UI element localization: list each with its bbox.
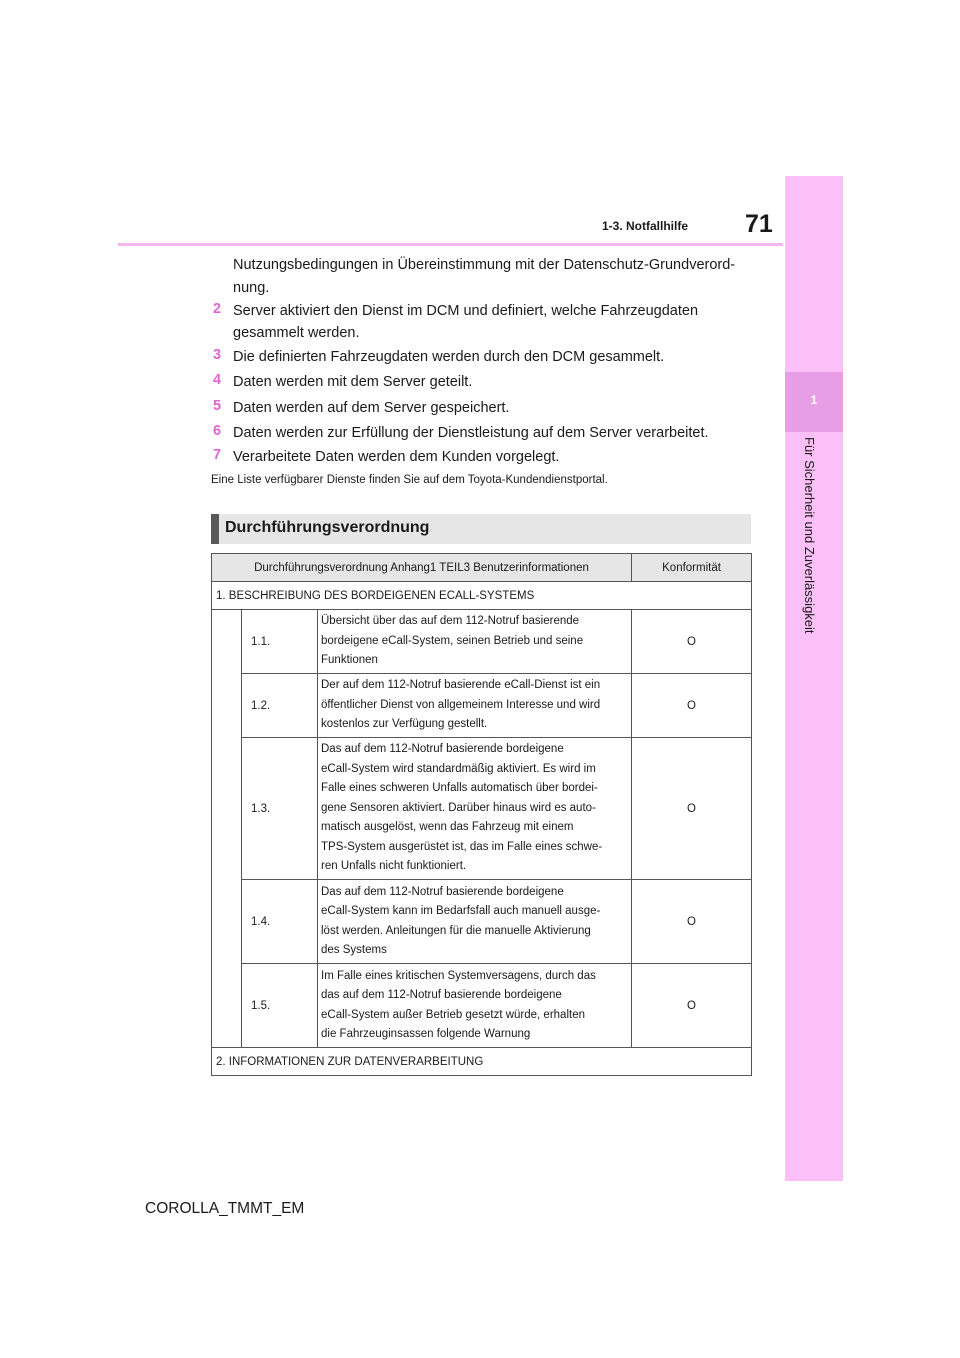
step-number: 6: [213, 423, 222, 439]
desc-line: eCall-System außer Betrieb gesetzt würde, erhalten: [321, 1008, 585, 1021]
desc-line: die Fahrzeuginsassen folgende Warnung: [321, 1028, 531, 1040]
desc-line: Funktionen: [321, 654, 378, 667]
desc-line: Im Falle eines kritischen Systemversagens, durch das: [321, 969, 596, 982]
desc-line: Das auf dem 112-Notruf basierende bordeigene: [321, 743, 564, 756]
step-text: Daten werden zur Erfüllung der Dienstleistung auf dem Server verarbeitet.: [233, 425, 709, 441]
desc-line: Übersicht über das auf dem 112-Notruf basierende: [321, 615, 580, 628]
desc-line: Das auf dem 112-Notruf basierende bordeigene: [321, 885, 564, 898]
section-row: 1. BESCHREIBUNG DES BORDEIGENEN ECALL-SYSTEMS: [212, 582, 752, 610]
desc-line: bordeigene eCall-System, seinen Betrieb und seine: [321, 634, 584, 647]
indent-cell: [212, 610, 242, 1048]
header-rule: [118, 243, 783, 246]
desc-line: des Systems: [321, 944, 387, 956]
step-text: Daten werden mit dem Server geteilt.: [233, 374, 473, 390]
desc-line: TPS-System ausgerüstet ist, das im Falle eines schwe-: [321, 840, 603, 853]
desc-line: Falle eines schweren Unfalls automatisch über bordei-: [321, 782, 598, 795]
table-row: [212, 964, 752, 1048]
item-description: [318, 674, 632, 738]
table-row: [212, 1048, 752, 1076]
step-number: 5: [213, 398, 222, 414]
conformity-value: O: [632, 610, 752, 674]
item-number: 1.4.: [242, 880, 318, 964]
step-number: 3: [213, 347, 222, 363]
desc-line: eCall-System kann im Bedarfsfall auch manuell ausge-: [321, 905, 601, 917]
step-number: 4: [213, 372, 222, 388]
section-heading: [211, 514, 751, 544]
desc-line: das auf dem 112-Notruf basierende bordeigene: [321, 989, 562, 1001]
item-number: 1.1.: [242, 610, 318, 674]
step-number: 2: [213, 301, 222, 317]
conformity-value: O: [632, 738, 752, 880]
item-number: 1.5.: [242, 964, 318, 1048]
table-row: [212, 610, 752, 674]
desc-line: ren Unfalls nicht funktioniert.: [321, 860, 467, 873]
item-description: [318, 964, 632, 1048]
header-conformity: Konformität: [632, 554, 752, 582]
item-number: 1.3.: [242, 738, 318, 880]
header-regulation: Durchführungsverordnung Anhang1 TEIL3 Benutzerinformationen: [212, 554, 632, 582]
step-text: Daten werden auf dem Server gespeichert.: [233, 400, 510, 416]
table-header-row: [212, 554, 752, 582]
step-text: Server aktiviert den Dienst im DCM und definiert, welche Fahrzeugdaten: [233, 303, 699, 319]
step-text: gesammelt werden.: [233, 325, 360, 341]
chapter-tab-number: 1: [810, 393, 818, 407]
side-band: [785, 176, 843, 1181]
table-row: [212, 674, 752, 738]
section-label: 1-3. Notfallhilfe: [602, 219, 689, 233]
table-row: [212, 738, 752, 880]
conformity-value: O: [632, 674, 752, 738]
desc-line: kostenlos zur Verfügung gestellt.: [321, 718, 488, 731]
desc-line: öffentlicher Dienst von allgemeinem Interesse und wird: [321, 698, 601, 711]
regulation-table: [211, 553, 752, 1076]
item-description: [318, 738, 632, 880]
desc-line: eCall-System wird standardmäßig aktiviert. Es wird im: [321, 762, 596, 775]
section-heading-text: Durchführungsverordnung: [225, 519, 430, 536]
heading-bar: [211, 514, 219, 544]
page-number: 71: [745, 210, 773, 238]
intro-line: nung.: [233, 280, 270, 296]
step-text: Verarbeitete Daten werden dem Kunden vorgelegt.: [233, 449, 560, 465]
intro-line: Nutzungsbedingungen in Übereinstimmung mit der Datenschutz-Grundverord-: [233, 257, 736, 273]
portal-note: Eine Liste verfügbarer Dienste finden Sie auf dem Toyota-Kundendienstportal.: [211, 474, 608, 486]
table-row: [212, 582, 752, 610]
item-description: [318, 880, 632, 964]
conformity-value: O: [632, 880, 752, 964]
step-text: Die definierten Fahrzeugdaten werden durch den DCM gesammelt.: [233, 349, 665, 365]
desc-line: Der auf dem 112-Notruf basierende eCall-Dienst ist ein: [321, 679, 601, 692]
step-number: 7: [213, 447, 222, 463]
conformity-value: O: [632, 964, 752, 1048]
section-row: 2. INFORMATIONEN ZUR DATENVERARBEITUNG: [212, 1048, 752, 1076]
item-description: [318, 610, 632, 674]
chapter-title: Für Sicherheit und Zuverlässigkeit: [802, 437, 817, 634]
document-code: COROLLA_TMMT_EM: [145, 1200, 305, 1217]
desc-line: gene Sensoren aktiviert. Darüber hinaus wird es auto-: [321, 801, 596, 814]
desc-line: matisch ausgelöst, wenn das Fahrzeug mit einem: [321, 821, 574, 834]
item-number: 1.2.: [242, 674, 318, 738]
desc-line: löst werden. Anleitungen für die manuelle Aktivierung: [321, 924, 591, 937]
table-row: [212, 880, 752, 964]
